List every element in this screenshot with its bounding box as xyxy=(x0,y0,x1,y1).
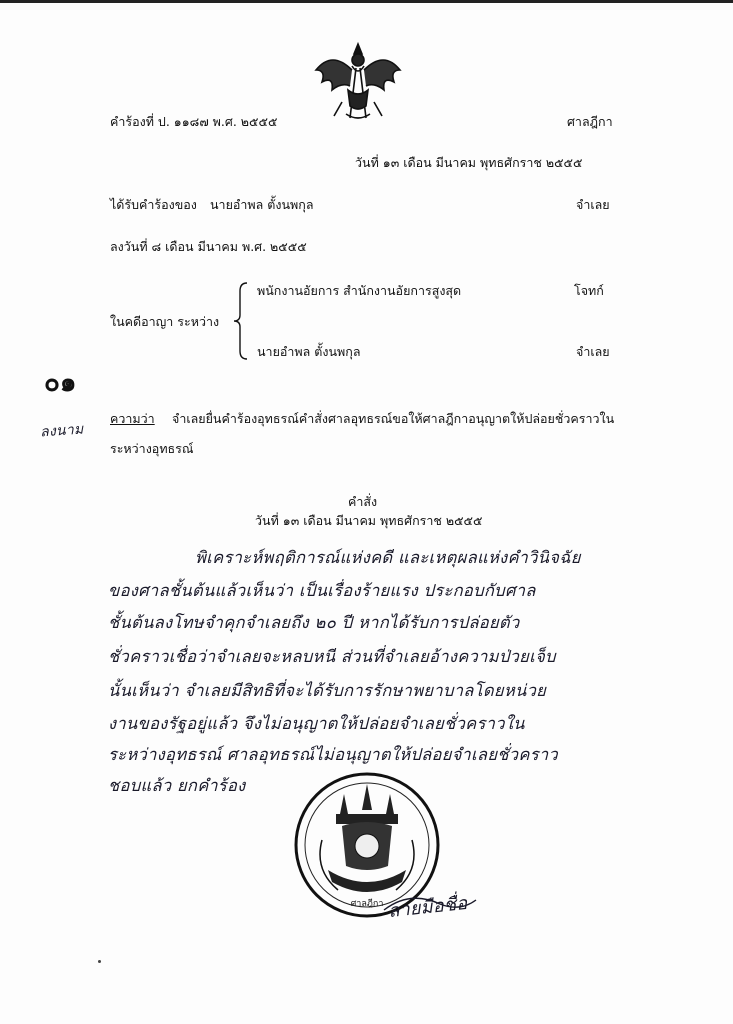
garuda-emblem xyxy=(312,40,404,122)
defendant-role: จำเลย xyxy=(576,344,610,359)
order-line-8: ชอบแล้ว ยกคำร้อง xyxy=(108,776,246,795)
signature-stroke xyxy=(380,880,480,920)
court-name: ศาลฎีกา xyxy=(567,114,613,129)
case-label: ในคดีอาญา ระหว่าง xyxy=(110,314,220,329)
order-line-3: ชั้นต้นลงโทษจำคุกจำเลยถึง ๒๐ ปี หากได้รับการปล่อยตัว xyxy=(108,613,520,632)
order-line-4: ชั่วคราวเชื่อว่าจำเลยจะหลบหนี ส่วนที่จำเลยอ้างความป่วยเจ็บ xyxy=(108,647,556,666)
petition-number: คำร้องที่ ป. ๑๑๘๗ พ.ศ. ๒๕๕๕ xyxy=(110,114,278,129)
stamp-number: ๐๑ xyxy=(44,368,77,398)
order-date: วันที่ ๑๓ เดือน มีนาคม พุทธศักราช ๒๕๕๕ xyxy=(255,513,483,528)
speck xyxy=(98,960,101,963)
plaintiff-role: โจทก์ xyxy=(574,283,604,298)
order-line-1: พิเคราะห์พฤติการณ์แห่งคดี และเหตุผลแห่งคำวินิจฉัย xyxy=(195,548,581,567)
order-line-7: ระหว่างอุทธรณ์ ศาลอุทธรณ์ไม่อนุญาตให้ปล่อยจำเลยชั่วคราว xyxy=(108,745,558,764)
order-title: คำสั่ง xyxy=(348,494,378,509)
signed-date: ลงวันที่ ๘ เดือน มีนาคม พ.ศ. ๒๕๕๕ xyxy=(110,239,307,254)
order-line-2: ของศาลชั้นต้นแล้วเห็นว่า เป็นเรื่องร้ายแรง ประกอบกับศาล xyxy=(108,581,536,600)
plaintiff-name: พนักงานอัยการ สำนักงานอัยการสูงสุด xyxy=(257,283,462,298)
summary-label: ความว่า xyxy=(110,411,155,426)
summary-line-2: ระหว่างอุทธรณ์ xyxy=(110,441,194,456)
received-label: ได้รับคำร้องของ xyxy=(110,197,197,212)
margin-note: ลงนาม xyxy=(39,421,85,441)
seal-text: ศาลฎีกา xyxy=(350,899,384,909)
judge-signature: ลายมือชื่อ xyxy=(387,892,469,923)
received-role: จำเลย xyxy=(576,197,610,212)
order-line-5: นั้นเห็นว่า จำเลยมีสิทธิที่จะได้รับการรักษาพยาบาลโดยหน่วย xyxy=(108,681,547,700)
defendant-name: นายอำพล ตั้งนพกุล xyxy=(257,344,361,359)
header-date: วันที่ ๑๓ เดือน มีนาคม พุทธศักราช ๒๕๕๕ xyxy=(355,155,583,170)
order-line-6: งานของรัฐอยู่แล้ว จึงไม่อนุญาตให้ปล่อยจำเลยชั่วคราวใน xyxy=(108,714,525,733)
summary-line-1: จำเลยยื่นคำร้องอุทธรณ์คำสั่งศาลอุทธรณ์ขอให้ศาลฎีกาอนุญาตให้ปล่อยชั่วคราวใน xyxy=(172,411,615,426)
received-name: นายอำพล ตั้งนพกุล xyxy=(210,197,314,212)
party-brace xyxy=(232,281,250,361)
top-edge-line xyxy=(0,0,733,3)
